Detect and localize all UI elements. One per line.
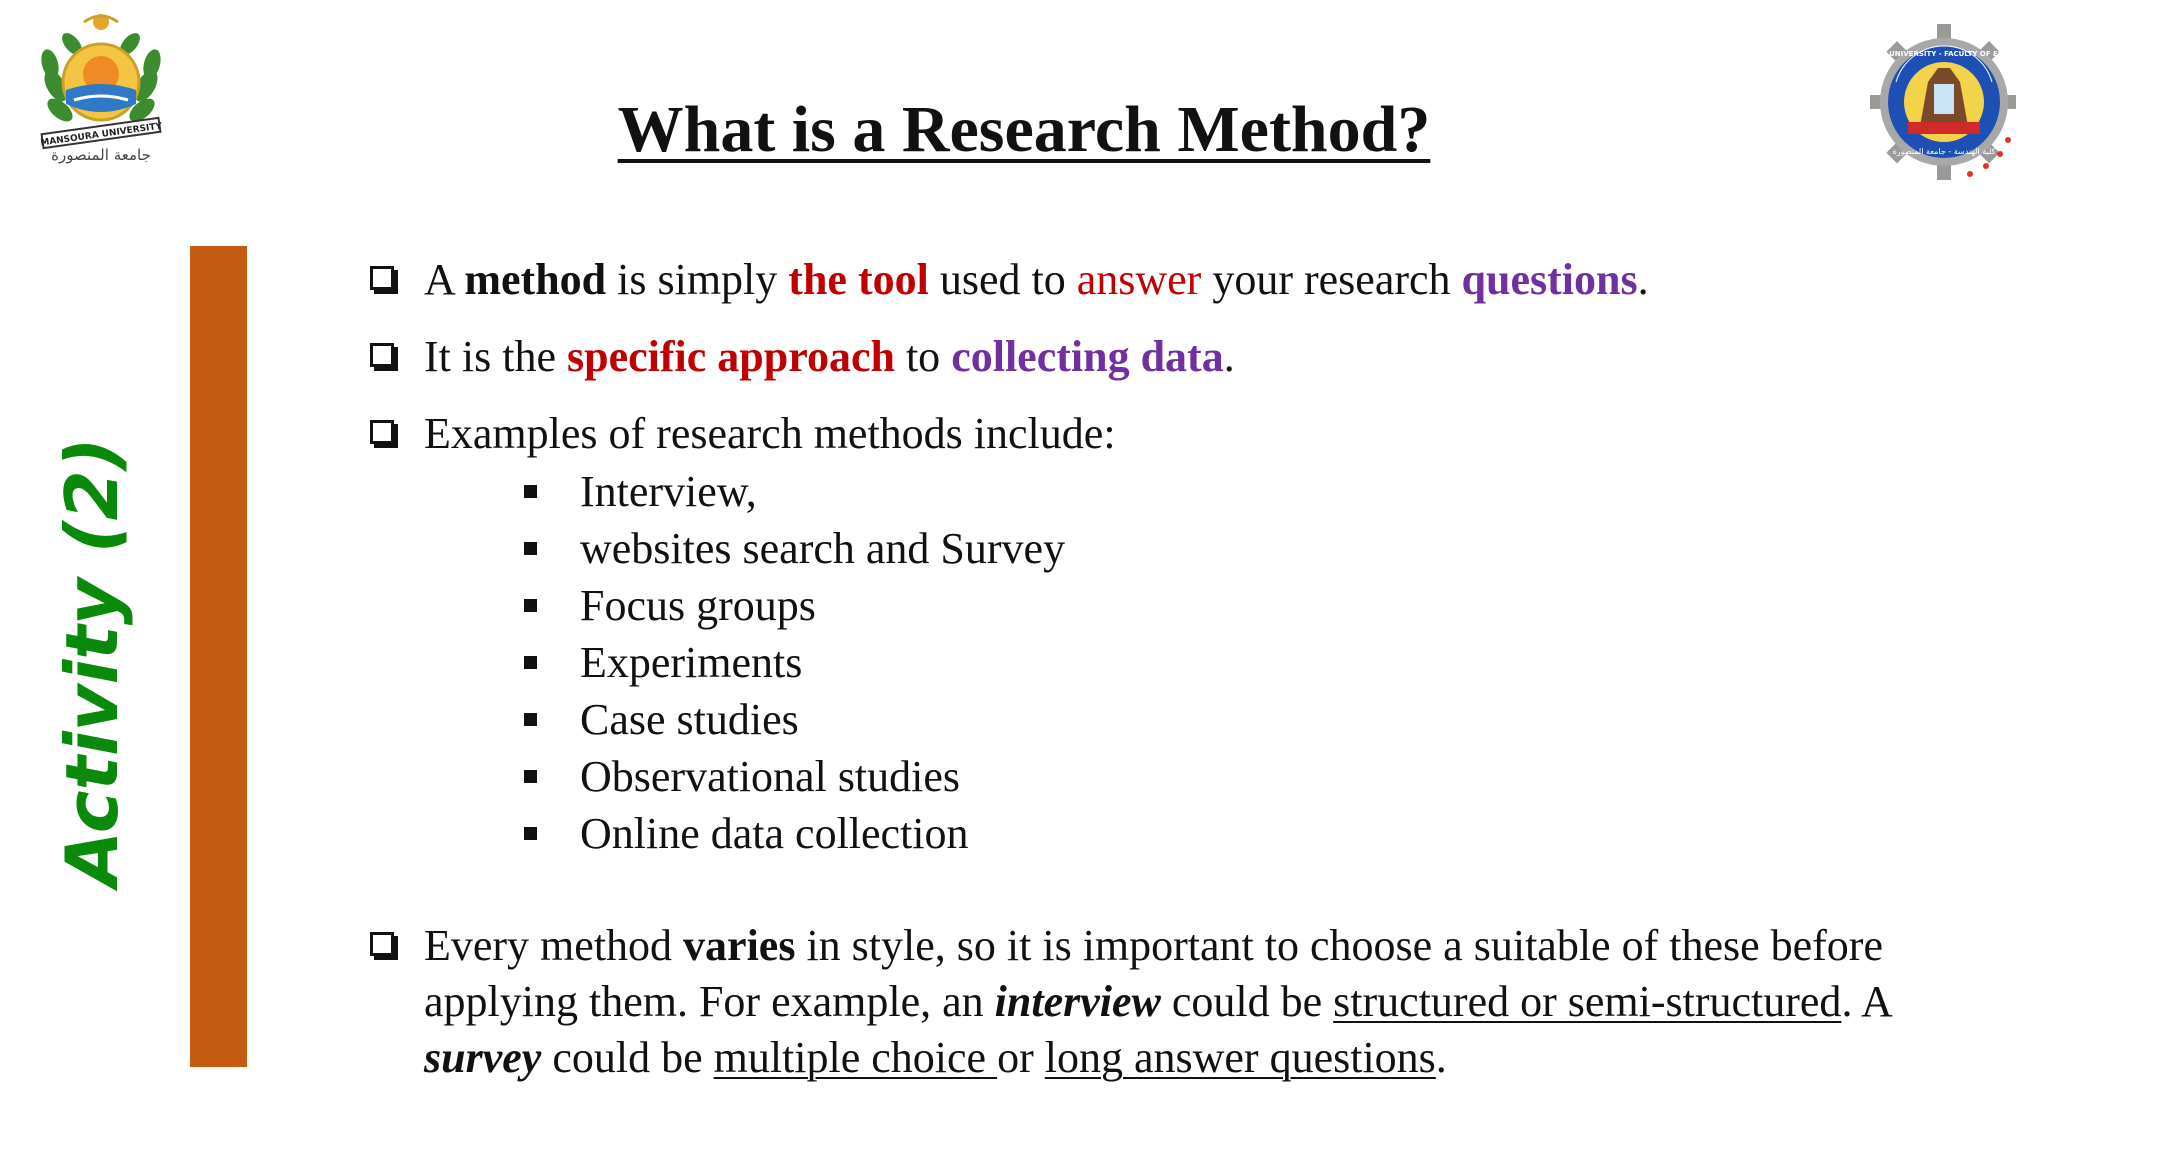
list-item: Observational studies [524,748,2164,805]
examples-list [524,463,2164,862]
square-bullet-icon [524,827,537,840]
list-item: websites search and Survey [524,520,2164,577]
square-bullet-icon [524,713,537,726]
checkbox-bullet-icon [370,343,394,367]
slide-title [0,90,2048,170]
side-accent-bar [190,246,247,1067]
square-bullet-icon [524,656,537,669]
square-bullet-icon [524,599,537,612]
slide-title-text: What is a Research Method? [617,93,1431,166]
right-logo-text: MANSOURA UNIVERSITY - FACULTY OF ENGINEERING [1840,50,2048,58]
checkbox-bullet-icon [370,420,394,444]
bullet-specific-approach: It is the specific approach to collecting data. [368,329,2008,385]
list-item: Online data collection [524,805,2164,862]
bullet-method-definition: A method is simply the tool used to answer your research questions. [368,252,2008,308]
slide-content [368,252,2008,1086]
list-item: Experiments [524,634,2164,691]
activity-label: Activity (2) [50,437,134,887]
list-item: Focus groups [524,577,2164,634]
right-logo-arabic: كلية الهندسة - جامعة المنصورة [1892,147,1996,156]
square-bullet-icon [524,770,537,783]
list-item: Case studies [524,691,2164,748]
checkbox-bullet-icon [370,266,394,290]
bullet-method-varies: Every method varies in style, so it is important to choose a suitable of these before applying them. For example, an interview could be structured or semi-structured. A survey could be multiple choice or long answer questions. [368,918,2008,1086]
bullet-examples [368,406,2008,462]
checkbox-bullet-icon [370,932,394,956]
square-bullet-icon [524,542,537,555]
left-logo-arabic: جامعة المنصورة [51,146,151,164]
left-logo-text: MANSOURA UNIVERSITY [39,121,163,149]
examples-intro: Examples of research methods include: [424,409,1116,458]
square-bullet-icon [524,485,537,498]
list-item: Interview, [524,463,2164,520]
